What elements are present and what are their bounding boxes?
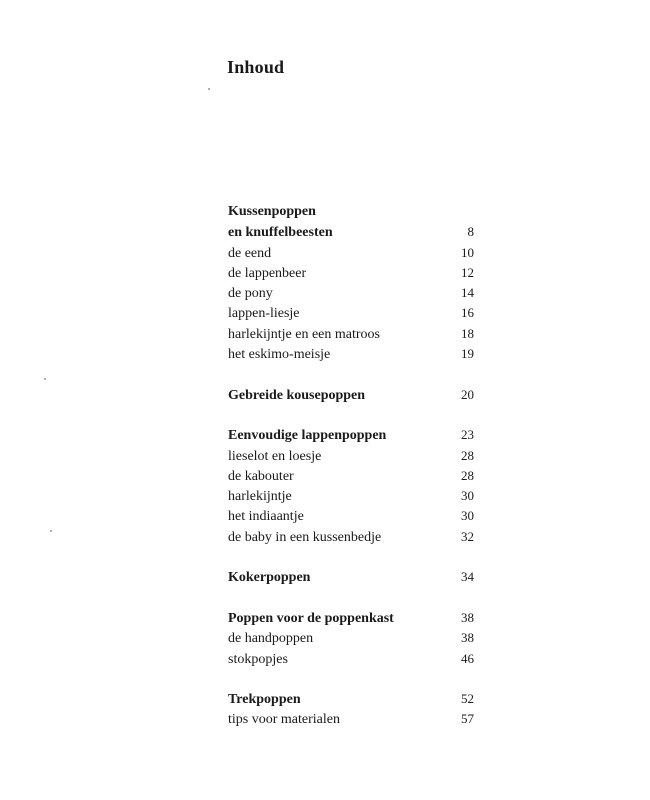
toc-entry-row xyxy=(228,466,474,486)
toc-entry-row xyxy=(228,486,474,506)
toc-entry-title: de lappenbeer xyxy=(228,265,307,281)
toc-entry-title: de pony xyxy=(228,286,273,302)
toc-entry-title: het indiaantje xyxy=(228,509,304,525)
toc-section xyxy=(228,567,474,587)
toc-page-number: 28 xyxy=(461,467,474,483)
toc-page-number: 20 xyxy=(461,386,474,402)
toc-page-number: 30 xyxy=(461,488,474,504)
toc-heading-title: Eenvoudige lappenpoppen xyxy=(228,428,387,444)
toc-page-number: 10 xyxy=(461,244,474,260)
toc-page-number: 46 xyxy=(461,650,474,666)
toc-heading-title: Kokerpoppen xyxy=(228,570,311,586)
toc-entry-title: de baby in een kussenbedje xyxy=(228,529,382,545)
toc-entry-row xyxy=(228,527,474,547)
toc-heading-row xyxy=(228,567,474,587)
toc-page-number: 52 xyxy=(461,691,474,707)
toc-page-number: 12 xyxy=(461,264,474,280)
toc-page-number: 18 xyxy=(461,325,474,341)
toc-entry-title: harlekijntje en een matroos xyxy=(228,326,380,342)
toc-entry-title: de eend xyxy=(228,245,272,261)
toc-heading-title: Gebreide kousepoppen xyxy=(228,387,366,403)
toc-page-number: 14 xyxy=(461,285,474,301)
toc-entry-row xyxy=(228,344,474,364)
toc-heading-row xyxy=(228,202,474,222)
toc-entry-row xyxy=(228,283,474,303)
toc-entry-title: lappen-liesje xyxy=(228,306,300,322)
toc-heading-title: Trekpoppen xyxy=(228,692,301,708)
table-of-contents xyxy=(228,202,474,750)
toc-entry-title: de kabouter xyxy=(228,468,294,484)
toc-heading-row xyxy=(228,689,474,709)
toc-page-number: 28 xyxy=(461,447,474,463)
toc-page-number: 34 xyxy=(461,569,474,585)
paper-speck xyxy=(44,378,46,380)
toc-entry-row xyxy=(228,243,474,263)
toc-entry-row xyxy=(228,263,474,283)
toc-entry-title: stokpopjes xyxy=(228,651,288,667)
toc-page-number: 16 xyxy=(461,305,474,321)
toc-entry-row xyxy=(228,709,474,729)
toc-page-number: 38 xyxy=(461,609,474,625)
toc-entry-row xyxy=(228,446,474,466)
toc-entry-title: de handpoppen xyxy=(228,631,314,647)
toc-entry-row xyxy=(228,628,474,648)
toc-heading-row xyxy=(228,222,474,242)
toc-page-number: 57 xyxy=(461,711,474,727)
toc-entry-row xyxy=(228,324,474,344)
toc-entry-title: lieselot en loesje xyxy=(228,448,322,464)
toc-entry-title: tips voor materialen xyxy=(228,712,340,728)
page-title: Inhoud xyxy=(227,57,285,77)
toc-page-number: 8 xyxy=(467,224,474,240)
toc-page-number: 38 xyxy=(461,630,474,646)
toc-page-number: 30 xyxy=(461,508,474,524)
paper-speck xyxy=(208,88,210,90)
toc-section xyxy=(228,689,474,730)
toc-heading-row xyxy=(228,385,474,405)
toc-page-number: 23 xyxy=(461,427,474,443)
toc-page-number: 32 xyxy=(461,528,474,544)
toc-entry-row xyxy=(228,649,474,669)
toc-entry-title: harlekijntje xyxy=(228,489,292,505)
toc-heading-row xyxy=(228,425,474,445)
toc-heading-title: Kussenpoppen xyxy=(228,204,316,219)
toc-page-number: 19 xyxy=(461,346,474,362)
toc-section xyxy=(228,202,474,364)
toc-entry-title: het eskimo-meisje xyxy=(228,347,331,363)
toc-heading-row xyxy=(228,608,474,628)
toc-heading-title: Poppen voor de poppenkast xyxy=(228,610,394,626)
toc-entry-row xyxy=(228,303,474,323)
toc-section xyxy=(228,608,474,669)
toc-section xyxy=(228,385,474,405)
paper-speck xyxy=(50,530,52,532)
toc-heading-title: en knuffelbeesten xyxy=(228,225,333,241)
toc-entry-row xyxy=(228,506,474,526)
toc-section xyxy=(228,425,474,547)
